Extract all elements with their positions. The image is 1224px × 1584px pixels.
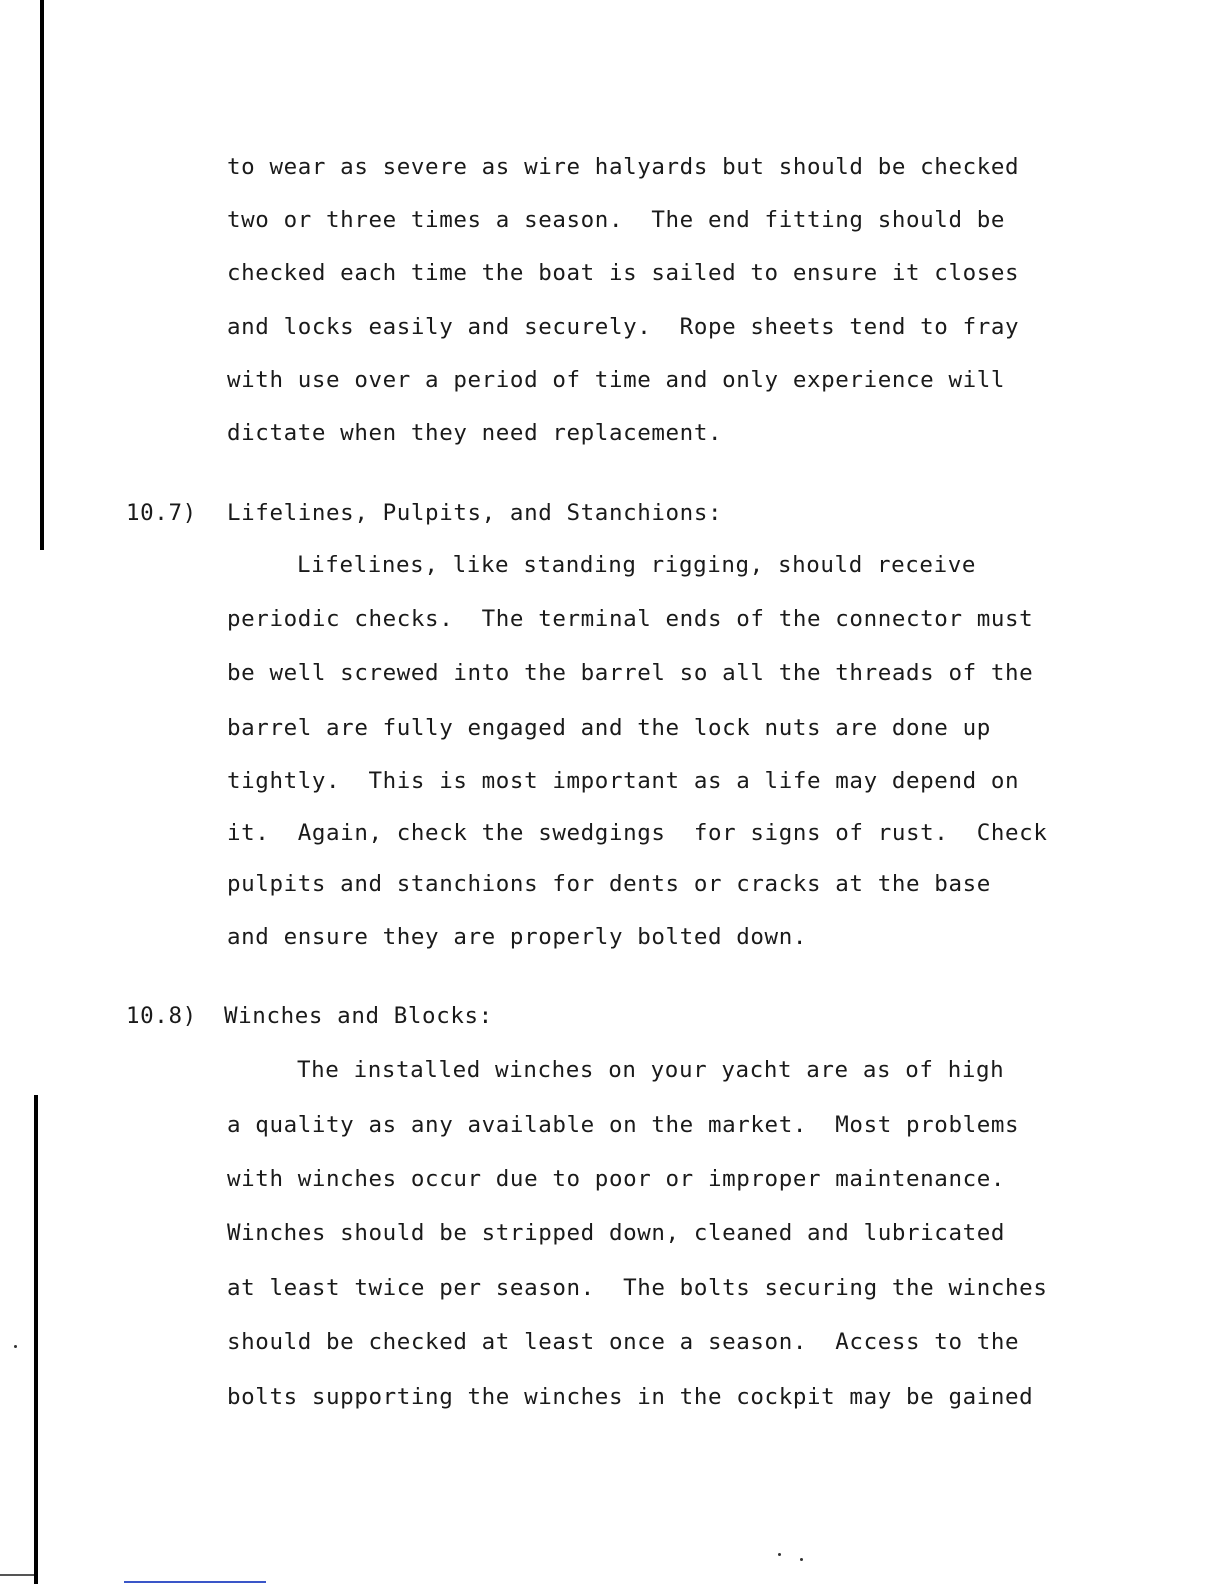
scan-speck bbox=[14, 1345, 17, 1348]
section-number: 10.8) bbox=[126, 1003, 197, 1029]
body-line: at least twice per season. The bolts securing the winches bbox=[227, 1275, 1048, 1301]
body-line: dictate when they need replacement. bbox=[227, 420, 723, 446]
section-number: 10.7) bbox=[126, 500, 197, 526]
body-line: a quality as any available on the market. Most problems bbox=[227, 1112, 1020, 1138]
body-line: bolts supporting the winches in the cockpit may be gained bbox=[227, 1384, 1034, 1410]
body-line: and locks easily and securely. Rope sheets tend to fray bbox=[227, 314, 1020, 340]
body-line: two or three times a season. The end fitting should be bbox=[227, 207, 1006, 233]
scan-speck bbox=[800, 1558, 803, 1561]
body-line: periodic checks. The terminal ends of the connector must bbox=[227, 606, 1034, 632]
body-line: with winches occur due to poor or improper maintenance. bbox=[227, 1166, 1006, 1192]
body-line: tightly. This is most important as a life may depend on bbox=[227, 768, 1020, 794]
body-line: The installed winches on your yacht are as of high bbox=[297, 1057, 1005, 1083]
scan-margin-bar-top bbox=[40, 0, 44, 550]
body-line: and ensure they are properly bolted down. bbox=[227, 924, 807, 950]
body-line: barrel are fully engaged and the lock nuts are done up bbox=[227, 715, 991, 741]
body-line: should be checked at least once a season. Access to the bbox=[227, 1329, 1020, 1355]
body-line: checked each time the boat is sailed to ensure it closes bbox=[227, 260, 1020, 286]
section-heading: Winches and Blocks: bbox=[224, 1003, 493, 1029]
scan-margin-tick bbox=[0, 1574, 34, 1576]
body-line: to wear as severe as wire halyards but should be checked bbox=[227, 154, 1020, 180]
scan-margin-bar-bottom bbox=[34, 1095, 38, 1584]
body-line: Lifelines, like standing rigging, should receive bbox=[297, 552, 977, 578]
scan-speck bbox=[778, 1553, 781, 1556]
body-line: it. Again, check the swedgings for signs of rust. Check bbox=[227, 820, 1048, 846]
body-line: Winches should be stripped down, cleaned and lubricated bbox=[227, 1220, 1006, 1246]
body-line: pulpits and stanchions for dents or cracks at the base bbox=[227, 871, 991, 897]
body-line: be well screwed into the barrel so all the threads of the bbox=[227, 660, 1034, 686]
body-line: with use over a period of time and only experience will bbox=[227, 367, 1006, 393]
scan-bottom-rule bbox=[124, 1581, 266, 1583]
section-heading: Lifelines, Pulpits, and Stanchions: bbox=[227, 500, 723, 526]
